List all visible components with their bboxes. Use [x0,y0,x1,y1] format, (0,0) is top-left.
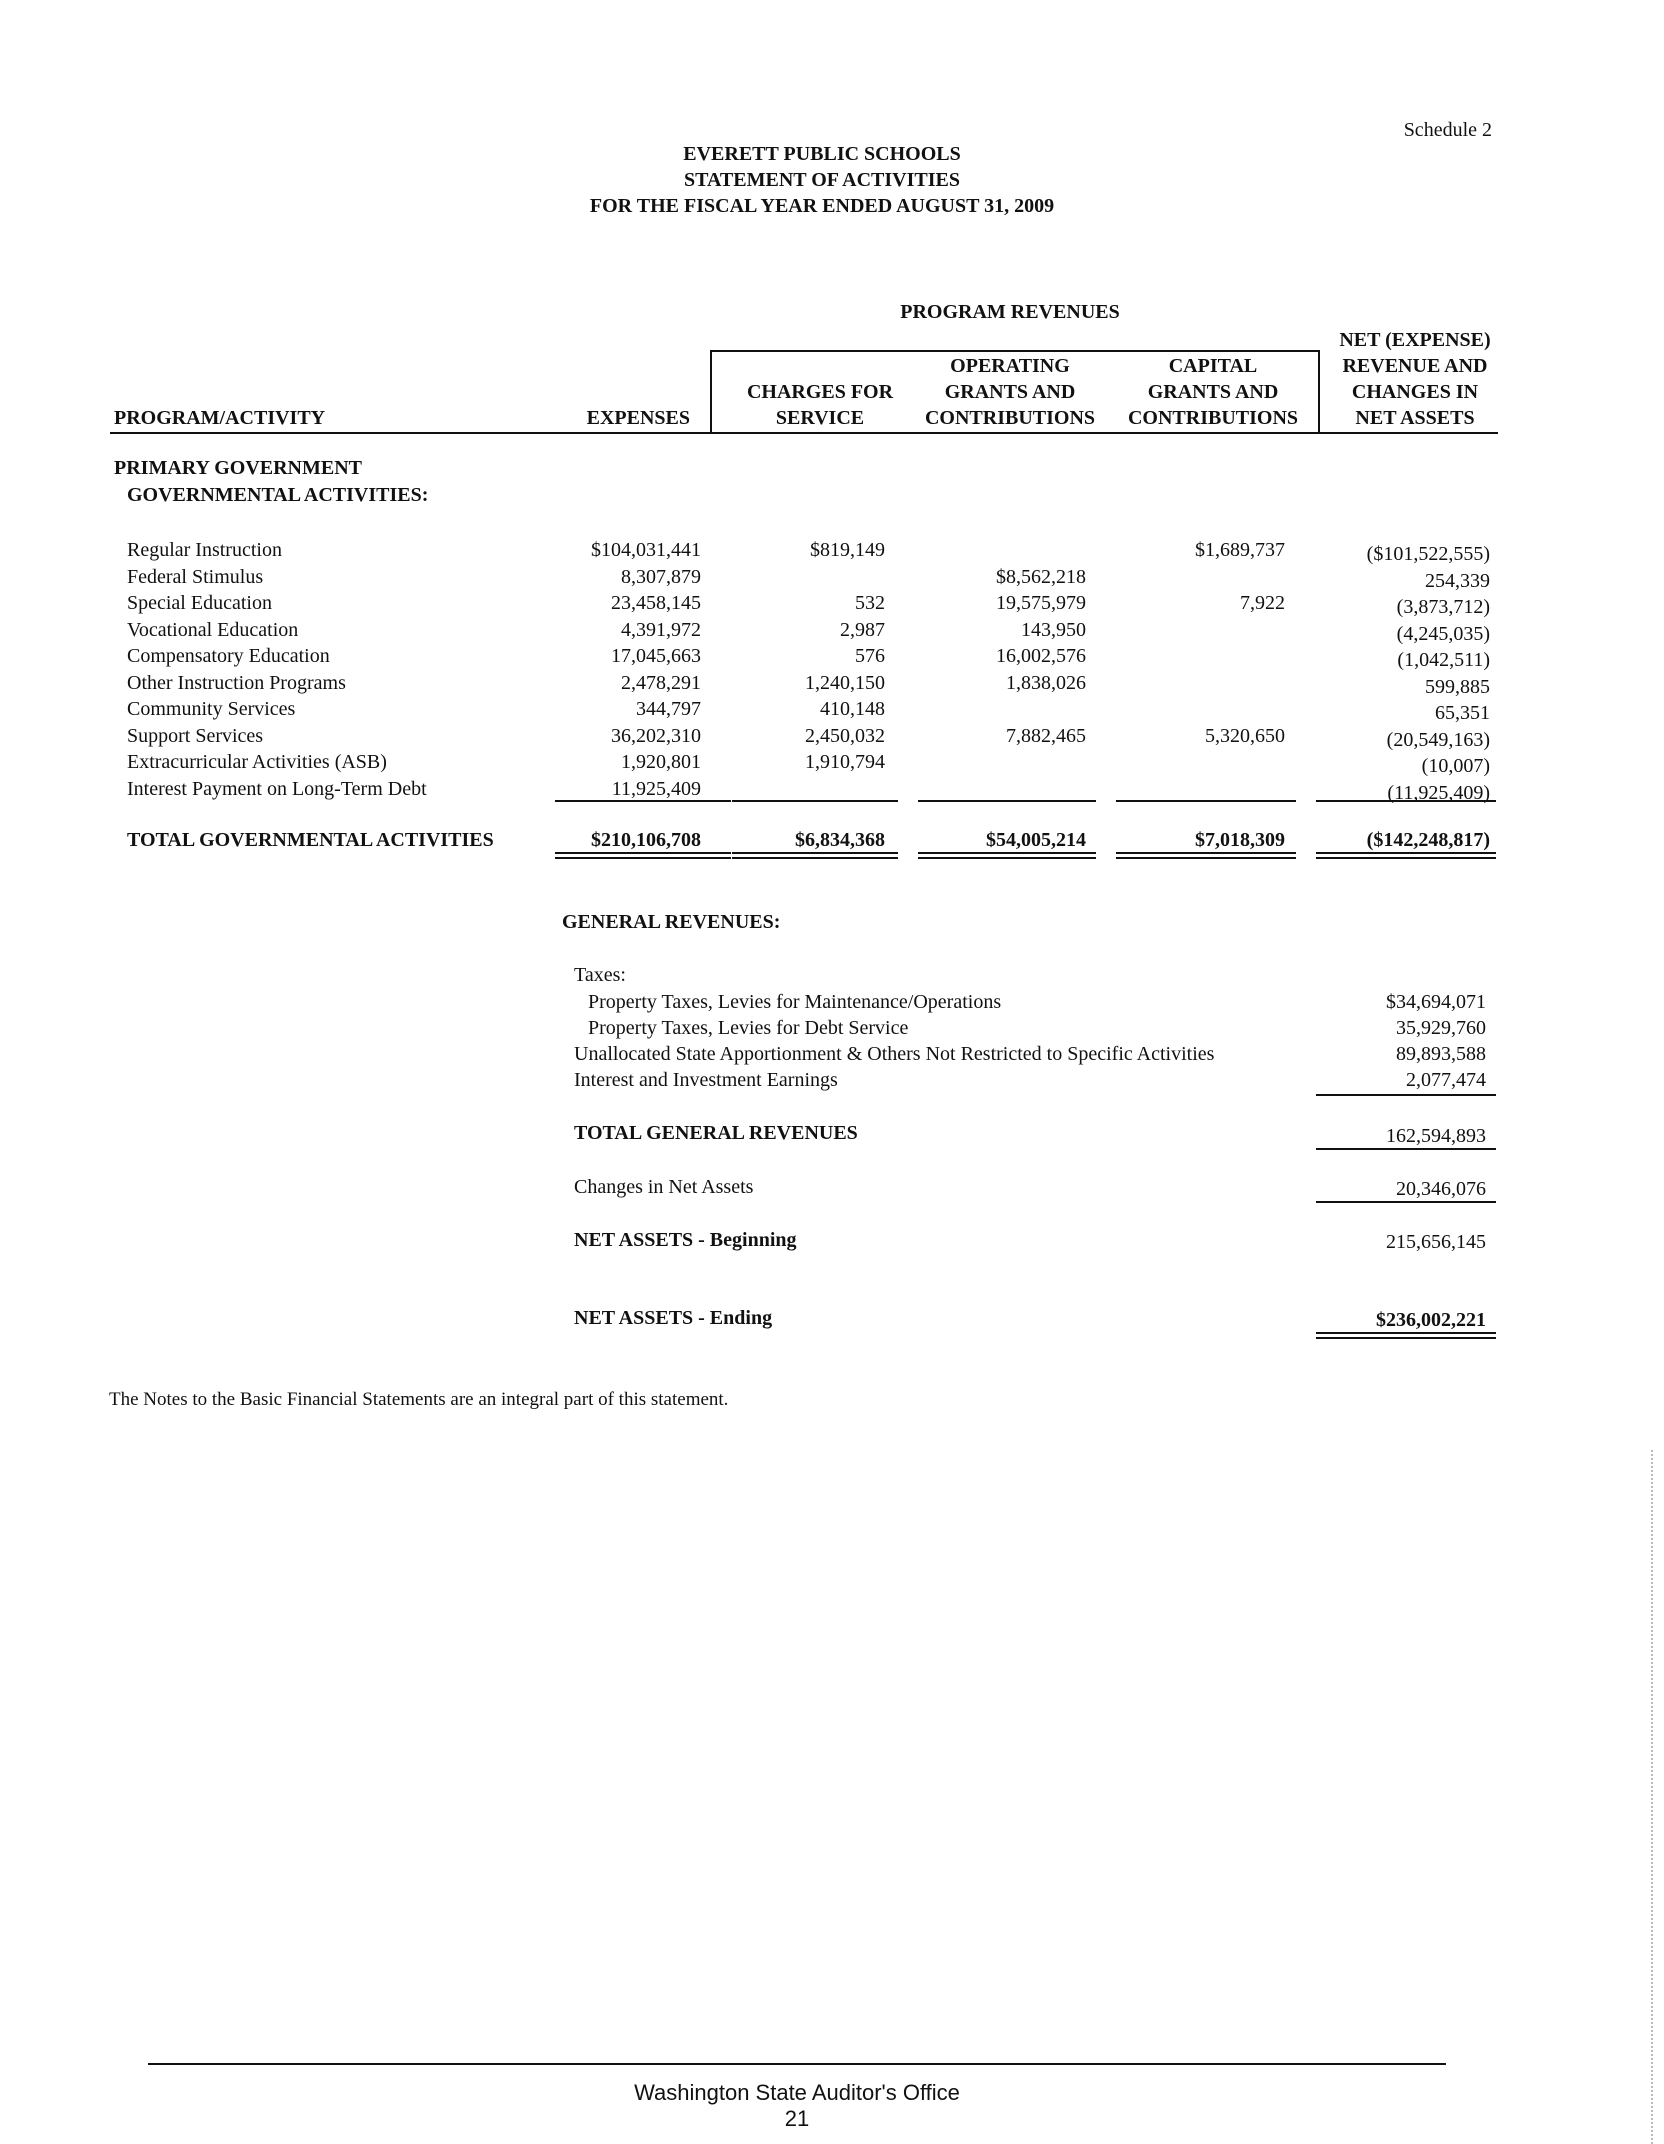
net-assets-ending-label: NET ASSETS - Ending [574,1307,773,1329]
row-expenses-value: 11,925,409 [611,778,701,800]
general-revenues-heading: GENERAL REVENUES: [562,911,781,933]
notes-statement: The Notes to the Basic Financial Statements are an integral part of this statement. [109,1389,729,1410]
scan-edge-marks [1651,1450,1653,2144]
footer-page-number: 21 [784,2106,810,2131]
row-operating-value: $8,562,218 [996,566,1086,588]
primary-government-heading: PRIMARY GOVERNMENT [114,457,362,479]
program-revenues-bracket-top [710,350,1320,352]
row-operating-value: 1,838,026 [1006,672,1086,694]
row-label: Community Services [127,698,296,720]
net-assets-ending-value: $236,002,221 [1376,1309,1486,1331]
operating-header-line3: CONTRIBUTIONS [924,407,1096,429]
total-charges: $6,834,368 [795,829,885,851]
charges-total-double-rule [732,852,898,859]
row-net-value: (3,873,712) [1396,596,1490,618]
row-charges-value: 576 [855,645,885,667]
net-total-double-rule [1316,852,1496,859]
charges-header-line1: CHARGES FOR [746,381,894,403]
row-operating-value: 19,575,979 [996,592,1086,614]
row-expenses-value: 2,478,291 [621,672,701,694]
row-capital-value: 5,320,650 [1205,725,1285,747]
capital-subtotal-rule [1116,800,1296,802]
row-net-value: (1,042,511) [1397,649,1490,671]
net-header-line2: REVENUE AND [1342,355,1488,377]
row-capital-value: $1,689,737 [1195,539,1285,561]
operating-total-double-rule [918,852,1096,859]
row-charges-value: 1,240,150 [805,672,885,694]
row-expenses-value: 4,391,972 [621,619,701,641]
row-charges-value: 410,148 [820,698,885,720]
row-net-value: (20,549,163) [1386,729,1490,751]
changes-in-net-assets-rule [1316,1201,1496,1203]
operating-subtotal-rule [918,800,1096,802]
total-general-revenues-rule [1316,1148,1496,1150]
net-header-line3: CHANGES IN [1351,381,1479,403]
expenses-subtotal-rule [555,800,731,802]
gr-item-value-3: 2,077,474 [1406,1069,1486,1091]
row-net-value: (4,245,035) [1396,623,1490,645]
org-name: EVERETT PUBLIC SCHOOLS [683,143,961,165]
row-charges-value: 532 [855,592,885,614]
statement-title: STATEMENT OF ACTIVITIES [683,169,960,191]
capital-total-double-rule [1116,852,1296,859]
header-rule [110,432,1498,434]
total-capital: $7,018,309 [1195,829,1285,851]
row-expenses-value: $104,031,441 [591,539,701,561]
row-expenses-value: 23,458,145 [611,592,701,614]
total-general-revenues-value: 162,594,893 [1386,1125,1486,1147]
gr-item-value-1: 35,929,760 [1396,1017,1486,1039]
net-assets-beginning-label: NET ASSETS - Beginning [574,1229,797,1251]
operating-header-line1: OPERATING [950,355,1070,377]
statement-period: FOR THE FISCAL YEAR ENDED AUGUST 31, 2009 [589,195,1055,217]
row-operating-value: 143,950 [1021,619,1086,641]
changes-in-net-assets-label: Changes in Net Assets [574,1176,754,1198]
net-assets-beginning-value: 215,656,145 [1386,1231,1486,1253]
total-operating: $54,005,214 [986,829,1086,851]
net-assets-ending-double-rule [1316,1332,1496,1339]
row-expenses-value: 1,920,801 [621,751,701,773]
expenses-header: EXPENSES [586,407,690,429]
row-charges-value: $819,149 [810,539,885,561]
row-net-value: ($101,522,555) [1366,543,1490,565]
gr-item-value-2: 89,893,588 [1396,1043,1486,1065]
gr-item-label-0: Property Taxes, Levies for Maintenance/Operations [588,991,1002,1013]
schedule-label: Schedule 2 [1403,119,1492,141]
net-header-line4: NET ASSETS [1355,407,1475,429]
program-activity-header: PROGRAM/ACTIVITY [114,407,326,429]
net-header-line1: NET (EXPENSE) [1339,329,1491,351]
row-operating-value: 16,002,576 [996,645,1086,667]
expenses-total-double-rule [555,852,731,859]
row-label: Interest Payment on Long-Term Debt [127,778,427,800]
row-capital-value: 7,922 [1240,592,1285,614]
footer-office: Washington State Auditor's Office [634,2080,960,2105]
capital-header-line2: GRANTS AND [1147,381,1279,403]
row-net-value: (11,925,409) [1387,782,1490,804]
charges-header-line2: SERVICE [775,407,865,429]
program-revenues-bracket-left [710,350,712,432]
row-label: Extracurricular Activities (ASB) [127,751,387,773]
gr-item-label-3: Interest and Investment Earnings [574,1069,838,1091]
row-expenses-value: 8,307,879 [621,566,701,588]
row-net-value: (10,007) [1421,755,1490,777]
row-charges-value: 2,450,032 [805,725,885,747]
changes-in-net-assets-value: 20,346,076 [1396,1178,1486,1200]
row-charges-value: 2,987 [840,619,885,641]
row-expenses-value: 36,202,310 [611,725,701,747]
capital-header-line3: CONTRIBUTIONS [1127,407,1299,429]
governmental-activities-heading: GOVERNMENTAL ACTIVITIES: [127,484,429,506]
operating-header-line2: GRANTS AND [944,381,1076,403]
row-label: Special Education [127,592,272,614]
row-operating-value: 7,882,465 [1006,725,1086,747]
row-net-value: 65,351 [1435,702,1490,724]
capital-header-line1: CAPITAL [1168,355,1258,377]
row-net-value: 254,339 [1425,570,1490,592]
general-revenues-subtotal-rule [1316,1094,1496,1096]
total-net: ($142,248,817) [1366,829,1490,851]
footer-rule [148,2063,1446,2065]
total-expenses: $210,106,708 [591,829,701,851]
gr-item-label-1: Property Taxes, Levies for Debt Service [588,1017,909,1039]
row-label: Regular Instruction [127,539,282,561]
row-expenses-value: 17,045,663 [611,645,701,667]
row-label: Compensatory Education [127,645,330,667]
charges-subtotal-rule [732,800,898,802]
row-expenses-value: 344,797 [636,698,701,720]
net-subtotal-rule [1316,800,1496,802]
total-governmental-label: TOTAL GOVERNMENTAL ACTIVITIES [127,829,494,851]
row-net-value: 599,885 [1425,676,1490,698]
row-charges-value: 1,910,794 [805,751,885,773]
row-label: Federal Stimulus [127,566,264,588]
gr-item-label-2: Unallocated State Apportionment & Others Not Restricted to Specific Activities [574,1043,1215,1065]
total-general-revenues-label: TOTAL GENERAL REVENUES [574,1122,858,1144]
row-label: Vocational Education [127,619,299,641]
taxes-label: Taxes: [574,964,626,986]
program-revenues-heading: PROGRAM REVENUES [900,301,1120,323]
row-label: Support Services [127,725,264,747]
row-label: Other Instruction Programs [127,672,346,694]
gr-item-value-0: $34,694,071 [1386,991,1486,1013]
